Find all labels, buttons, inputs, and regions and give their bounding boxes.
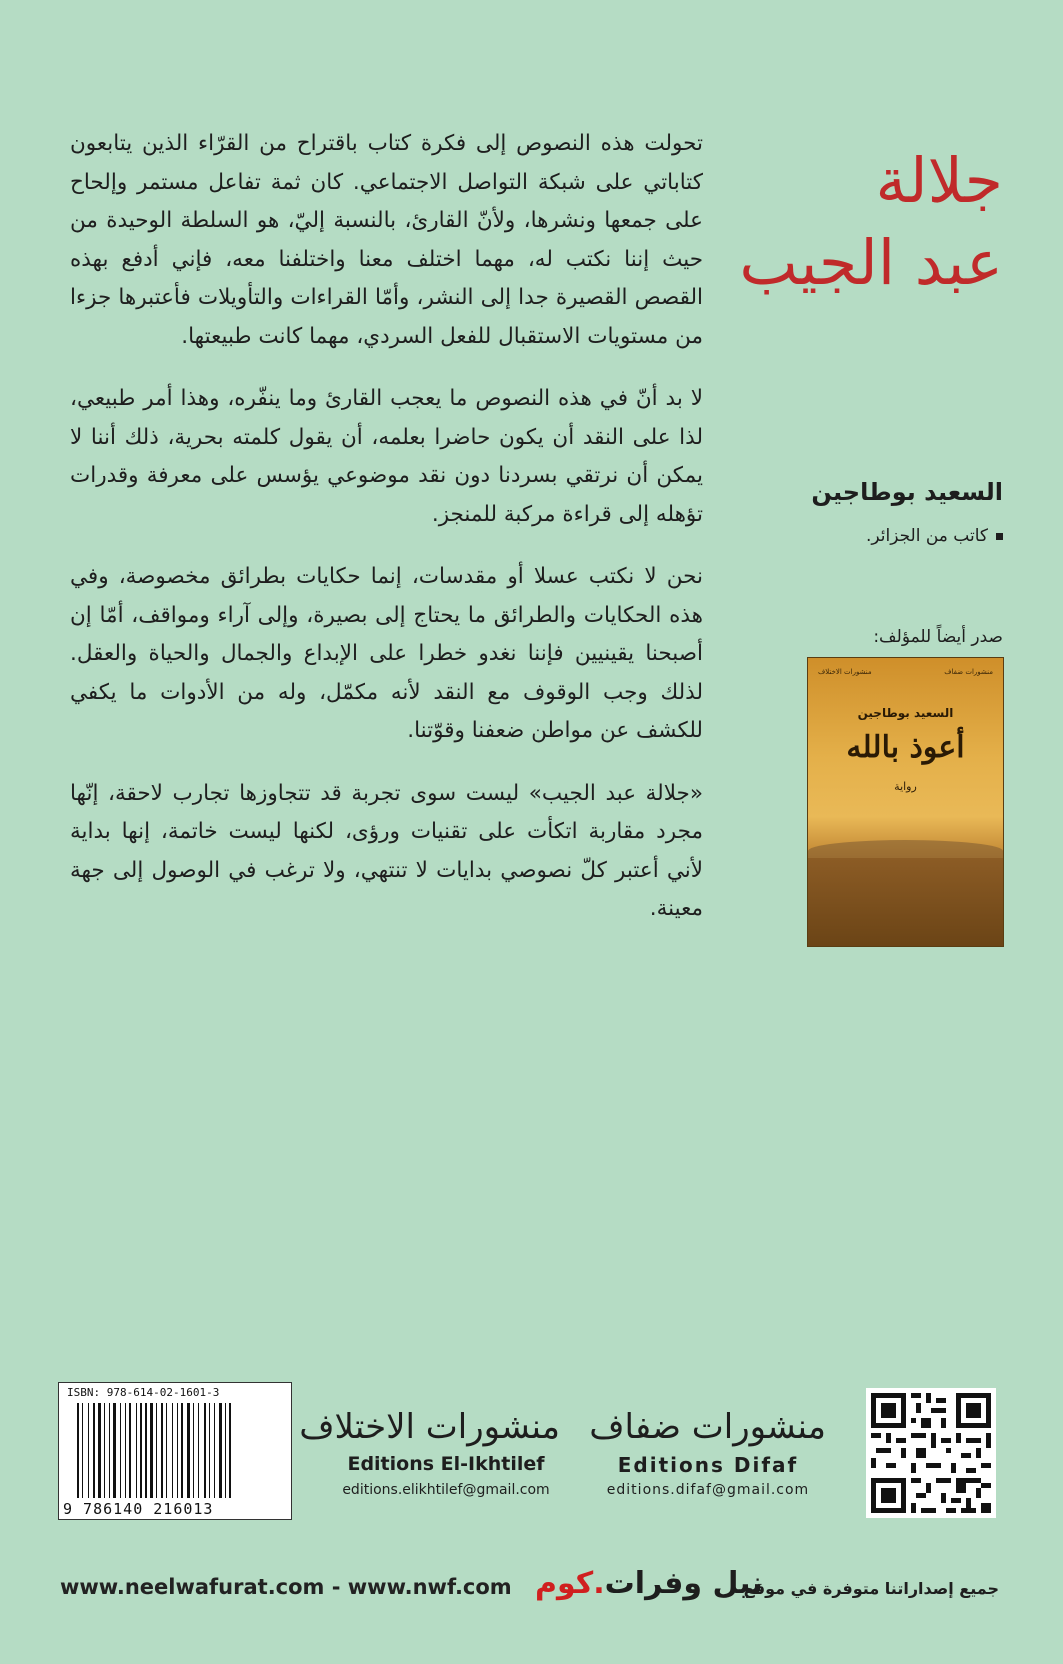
barcode-number: 9 786140 216013 [63, 1500, 214, 1518]
barcode-bar [93, 1403, 95, 1498]
publisher-difaf-arabic: منشورات ضفاف [589, 1407, 826, 1447]
barcode-bar [113, 1403, 116, 1498]
other-book-genre: رواية [894, 780, 917, 793]
other-book-cover [807, 657, 1004, 947]
barcode-bar [120, 1403, 121, 1498]
also-by-label: صدر أيضاً للمؤلف: [873, 627, 1003, 647]
blurb-paragraph: لا بد أنّ في هذه النصوص ما يعجب القارئ وما ينفّره، وهذا أمر طبيعي، لذا على النقد أن يكون حاضرا بعلمه، أن يقول كلمته بحرية، ذلك أننا لا يمكن أن نرتقي بسردنا دون نقد موضوعي يؤسس على معرفة وقدرات تؤهله إلى قراءة مركبة للمنجز. [70, 386, 703, 527]
barcode-bar [166, 1403, 167, 1498]
barcode-bar [136, 1403, 137, 1498]
publisher-ikhtilef-email: editions.elikhtilef@gmail.com [342, 1482, 550, 1498]
blurb-paragraph: نحن لا نكتب عسلا أو مقدسات، إنما حكايات بطرائق مخصوصة، وفي هذه الحكايات والطرائق ما يحتاج إلى بصيرة، وإلى آراء ومواقف، أمّا إن أصبحنا يقينيين فإننا نغدو خطرا على الإبداع والجمال والحياة والعقل. لذلك وجب الوقوف مع النقد لأنه مكمّل، وله من الأدوات ما يكفي للكشف عن مواطن ضعفنا وقوّتنا. [70, 564, 703, 743]
author-note [866, 526, 1003, 546]
cover-plain-shape [808, 858, 1003, 946]
barcode-bar [125, 1403, 126, 1498]
barcode-bar [88, 1403, 89, 1498]
other-book-author: السعيد بوطاجين [857, 706, 954, 720]
publisher-difaf-email: editions.difaf@gmail.com [606, 1482, 810, 1498]
book-title [703, 140, 1003, 304]
book-title-line-2: عبد الجيب [739, 226, 1003, 299]
barcode-bar [109, 1403, 110, 1498]
barcode-bar [156, 1403, 157, 1498]
barcode-bar [145, 1403, 147, 1498]
footer-availability-note: جميع إصداراتنا متوفرة في موقع [743, 1579, 999, 1598]
bullet-icon [996, 533, 1003, 540]
barcode-bars [77, 1403, 277, 1498]
cover-publisher-left: منشورات الاختلاف [818, 668, 872, 676]
publisher-ikhtilef-latin: Editions El-Ikhtilef [347, 1453, 545, 1475]
footer-brand-part2: .كوم [535, 1566, 605, 1601]
barcode-bar [161, 1403, 163, 1498]
isbn-label: ISBN: 978-614-02-1601-3 [67, 1386, 220, 1399]
blurb-paragraph: تحولت هذه النصوص إلى فكرة كتاب باقتراح من القرّاء الذين يتابعون كتاباتي على شبكة التواصل الاجتماعي. كان ثمة تفاعل مستمر وإلحاح على جمعها ونشرها، ولأنّ القارئ، بالنسبة إليّ، هو السلطة الوحيدة من حيث إننا نكتب له، مهما اختلف معنا واختلفنا معه، فإني أدفع بهذه القصص القصيرة جدا إلى النشر، وأمّا القراءات والتأويلات فأعتبرها جزءا من مستويات الاستقبال للفعل السردي، مهما كانت طبيعتها. [70, 131, 703, 349]
barcode-bar [129, 1403, 131, 1498]
barcode-bar [77, 1403, 79, 1498]
barcode-bar [225, 1403, 226, 1498]
barcode-bar [209, 1403, 210, 1498]
barcode-bar [172, 1403, 173, 1498]
barcode-bar [198, 1403, 199, 1498]
publisher-ikhtilef-arabic: منشورات الاختلاف [299, 1407, 560, 1447]
cover-publisher-right: منشورات ضفاف [944, 668, 993, 676]
footer-brand-part1: نيل وفرات [604, 1566, 763, 1601]
other-book-title: أعوذ بالله [846, 730, 965, 765]
barcode-bar [193, 1403, 194, 1498]
qr-code-icon [866, 1388, 996, 1518]
publisher-difaf-latin: Editions Difaf [617, 1453, 799, 1477]
barcode-bar [229, 1403, 231, 1498]
barcode-bar [219, 1403, 222, 1498]
blurb-paragraph: «جلالة عبد الجيب» ليست سوى تجربة قد تتجاوزها تجارب لاحقة، إنّها مجرد مقاربة اتكأت على تقنيات ورؤى، لكنها ليست خاتمة، إنها بداية لأني أعتبر كلّ نصوصي بدايات لا تنتهي، ولا ترغب في الوصول إلى جهة معينة. [70, 780, 703, 921]
isbn-barcode [58, 1382, 292, 1520]
barcode-bar [204, 1403, 206, 1498]
footer-website-urls[interactable]: www.neelwafurat.com - www.nwf.com [60, 1575, 512, 1599]
barcode-bar [177, 1403, 178, 1498]
barcode-bar [82, 1403, 83, 1498]
author-note-text: كاتب من الجزائر. [865, 526, 988, 546]
barcode-bar [98, 1403, 101, 1498]
blurb-text [70, 125, 703, 953]
barcode-bar [214, 1403, 215, 1498]
author-name: السعيد بوطاجين [811, 478, 1003, 506]
barcode-bar [104, 1403, 105, 1498]
barcode-bar [187, 1403, 190, 1498]
barcode-bar [150, 1403, 153, 1498]
barcode-bar [140, 1403, 142, 1498]
book-title-line-1: جلالة [875, 144, 1003, 217]
footer-brand-logo [535, 1566, 763, 1601]
barcode-bar [181, 1403, 183, 1498]
